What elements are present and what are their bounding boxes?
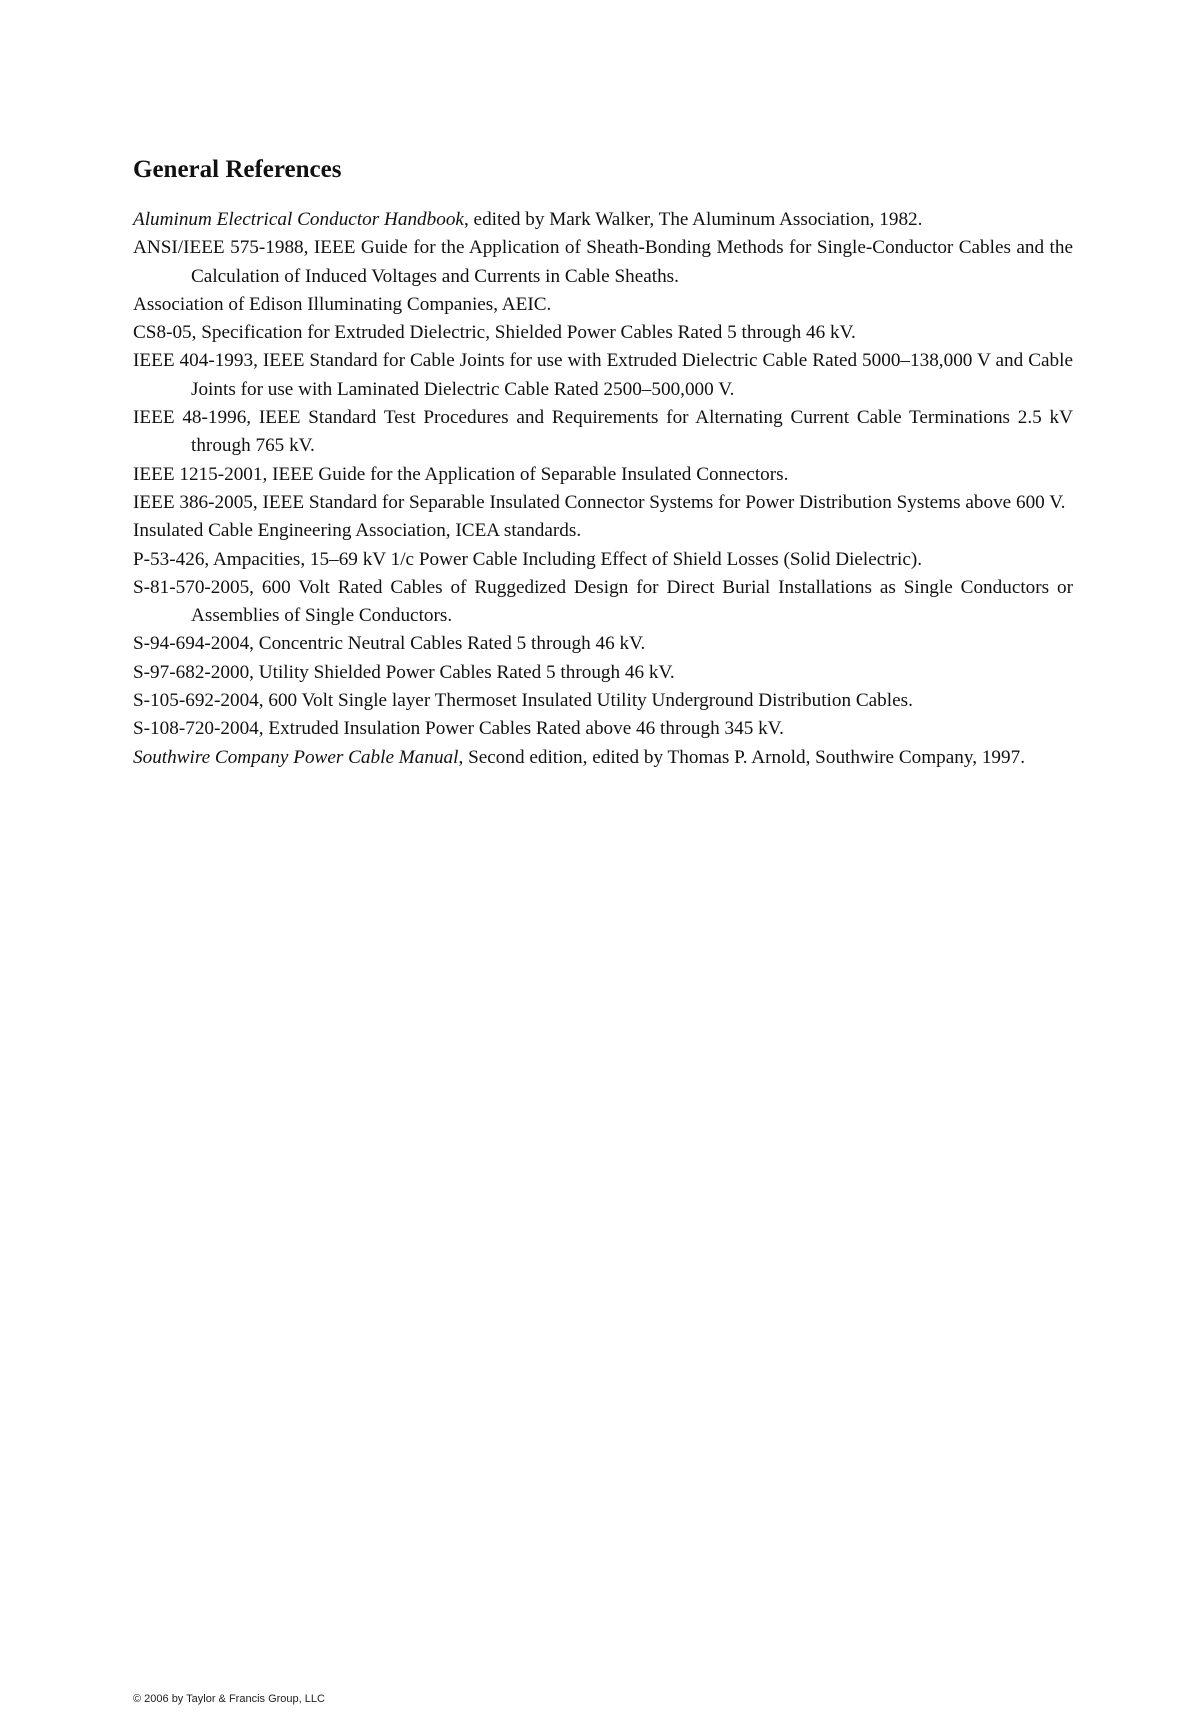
reference-item: [133, 489, 1073, 517]
reference-text: S-108-720-2004, Extruded Insulation Power Cables Rated above 46 through 345 kV.: [133, 718, 784, 740]
reference-item: [133, 659, 1073, 687]
reference-item: [133, 404, 1073, 461]
reference-item: [133, 234, 1073, 291]
reference-text: ANSI/IEEE 575-1988, IEEE Guide for the Application of Sheath-Bonding Methods for Single-Conductor Cables and the Calculation of Induced Voltages and Currents in Cable Sheaths.: [133, 237, 1073, 287]
reference-text: CS8-05, Specification for Extruded Dielectric, Shielded Power Cables Rated 5 through 46 kV.: [133, 322, 856, 344]
reference-text: IEEE 1215-2001, IEEE Guide for the Application of Separable Insulated Connectors.: [133, 463, 789, 485]
reference-title: Southwire Company Power Cable Manual: [133, 746, 459, 768]
reference-item: [133, 517, 1073, 545]
reference-item: [133, 319, 1073, 347]
reference-item: [133, 574, 1073, 631]
reference-text: , Second edition, edited by Thomas P. Arnold, Southwire Company, 1997.: [458, 746, 1025, 768]
reference-item: [133, 687, 1073, 715]
reference-item: [133, 291, 1073, 319]
copyright-footer: © 2006 by Taylor & Francis Group, LLC: [133, 1693, 325, 1705]
reference-item: [133, 206, 1073, 234]
reference-item: [133, 461, 1073, 489]
reference-text: Insulated Cable Engineering Association, ICEA standards.: [133, 520, 582, 542]
reference-list: [133, 206, 1073, 772]
reference-item: [133, 546, 1073, 574]
reference-item: [133, 715, 1073, 743]
reference-title: Aluminum Electrical Conductor Handbook: [133, 209, 464, 230]
reference-text: S-105-692-2004, 600 Volt Single layer Thermoset Insulated Utility Underground Distribution Cables.: [133, 690, 913, 712]
reference-text: S-97-682-2000, Utility Shielded Power Cables Rated 5 through 46 kV.: [133, 661, 675, 683]
reference-text: P-53-426, Ampacities, 15–69 kV 1/c Power Cable Including Effect of Shield Losses (Solid Dielectric).: [133, 548, 923, 570]
reference-item: [133, 630, 1073, 658]
reference-text: IEEE 404-1993, IEEE Standard for Cable Joints for use with Extruded Dielectric Cable Rated 5000–138,000 V and Cable Joints for use with Laminated Dielectric Cable Rated 2500–500,000 V.: [133, 350, 1073, 400]
reference-text: S-94-694-2004, Concentric Neutral Cables Rated 5 through 46 kV.: [133, 633, 646, 655]
reference-text: IEEE 48-1996, IEEE Standard Test Procedures and Requirements for Alternating Current Cable Terminations 2.5 kV through 765 kV.: [133, 407, 1073, 457]
reference-text: S-81-570-2005, 600 Volt Rated Cables of Ruggedized Design for Direct Burial Installations as Single Conductors or Assemblies of Single Conductors.: [133, 576, 1073, 627]
section-heading: General References: [133, 156, 342, 183]
reference-text: , edited by Mark Walker, The Aluminum Association, 1982.: [463, 209, 923, 230]
reference-text: Association of Edison Illuminating Companies, AEIC.: [133, 293, 552, 315]
reference-item: [133, 744, 1073, 772]
reference-item: [133, 347, 1073, 404]
reference-text: IEEE 386-2005, IEEE Standard for Separable Insulated Connector Systems for Power Distribution Systems above 600 V.: [133, 491, 1066, 513]
